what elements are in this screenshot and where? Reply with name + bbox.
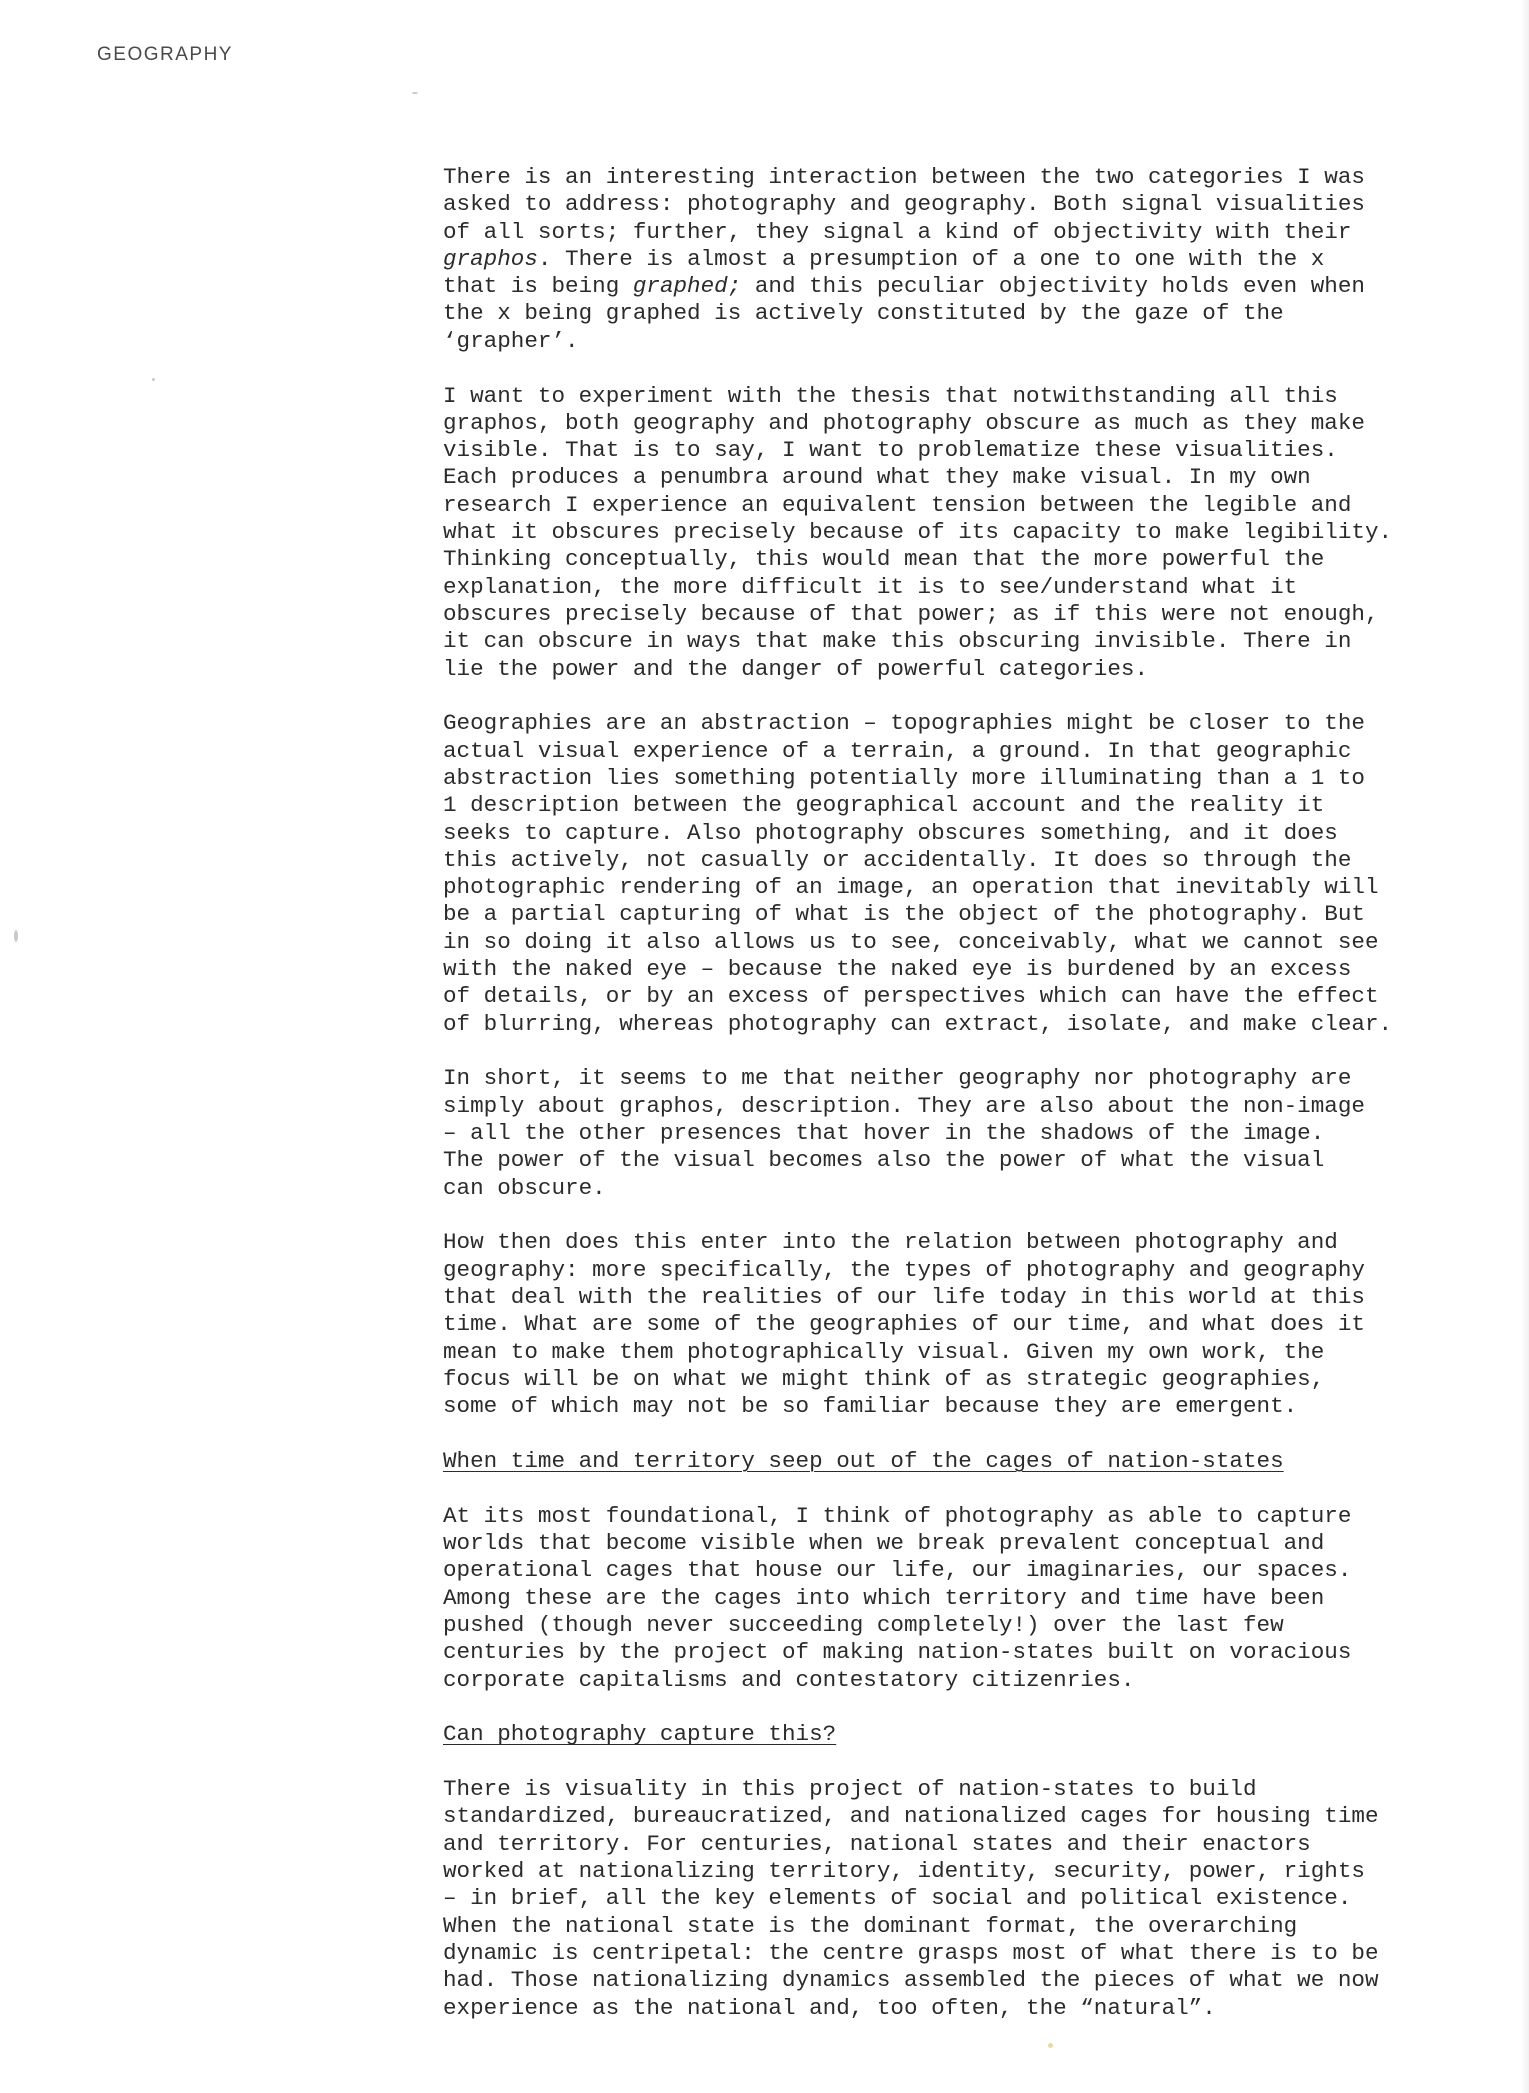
- text-line: geography: more specifically, the types of photography and geography: [443, 1256, 1365, 1283]
- text-line: worked at nationalizing territory, identity, security, power, rights: [443, 1858, 1365, 1885]
- text-line: it can obscure in ways that make this obscuring invisible. There in: [443, 628, 1352, 655]
- text-line: Among these are the cages into which territory and time have been: [443, 1584, 1325, 1611]
- text-line: that is being graphed; and this peculiar objectivity holds even when: [443, 273, 1365, 300]
- text-line: explanation, the more difficult it is to see/understand what it: [443, 573, 1298, 600]
- text-line: There is visuality in this project of nation-states to build: [443, 1776, 1257, 1803]
- text-line: focus will be on what we might think of as strategic geographies,: [443, 1365, 1325, 1392]
- text-line: simply about graphos, description. They are also about the non-image: [443, 1092, 1365, 1119]
- text-line: experience as the national and, too often, the “natural”.: [443, 1994, 1216, 2021]
- text-line: of blurring, whereas photography can extract, isolate, and make clear.: [443, 1010, 1393, 1037]
- text-line: the x being graphed is actively constituted by the gaze of the: [443, 300, 1284, 327]
- text-line: dynamic is centripetal: the centre grasps most of what there is to be: [443, 1939, 1379, 1966]
- text-line: ‘grapher’.: [443, 327, 579, 354]
- text-line: this actively, not casually or accidentally. It does so through the: [443, 846, 1352, 873]
- text-line: At its most foundational, I think of photography as able to capture: [443, 1502, 1352, 1529]
- text-line: can obscure.: [443, 1174, 606, 1201]
- running-head: GEOGRAPHY: [97, 44, 233, 65]
- text-line: of details, or by an excess of perspectives which can have the effect: [443, 983, 1379, 1010]
- text-line: photographic rendering of an image, an operation that inevitably will: [443, 874, 1379, 901]
- paragraph: [443, 710, 1443, 1038]
- text-line: There is an interesting interaction between the two categories I was: [443, 164, 1365, 190]
- text-line: that deal with the realities of our life today in this world at this: [443, 1283, 1365, 1310]
- text-line: The power of the visual becomes also the power of what the visual: [443, 1147, 1325, 1174]
- text-line: research I experience an equivalent tension between the legible and: [443, 491, 1352, 518]
- paragraph: [443, 383, 1443, 683]
- text-line: seeks to capture. Also photography obscures something, and it does: [443, 819, 1338, 846]
- text-line: visible. That is to say, I want to problematize these visualities.: [443, 437, 1338, 464]
- italic-term: graphos: [443, 245, 538, 272]
- text-line: mean to make them photographically visual. Given my own work, the: [443, 1338, 1325, 1365]
- text-line: in so doing it also allows us to see, conceivably, what we cannot see: [443, 928, 1379, 955]
- paragraph: [443, 1503, 1443, 1694]
- paper-speck: [152, 378, 155, 381]
- text-line: operational cages that house our life, our imaginaries, our spaces.: [443, 1557, 1352, 1584]
- text-line: and territory. For centuries, national states and their enactors: [443, 1830, 1311, 1857]
- text-line: When the national state is the dominant format, the overarching: [443, 1912, 1298, 1939]
- text-line: standardized, bureaucratized, and nationalized cages for housing time: [443, 1803, 1379, 1830]
- body-text: [443, 164, 1443, 2049]
- text-line: abstraction lies something potentially more illuminating than a 1 to: [443, 764, 1365, 791]
- text-line: of all sorts; further, they signal a kind of objectivity with their: [443, 218, 1352, 245]
- text-line: be a partial capturing of what is the object of the photography. But: [443, 901, 1365, 928]
- text-line: with the naked eye – because the naked eye is burdened by an excess: [443, 956, 1352, 983]
- paragraph: [443, 164, 1443, 355]
- text-line: lie the power and the danger of powerful categories.: [443, 655, 1149, 682]
- text-line: obscures precisely because of that power; as if this were not enough,: [443, 600, 1379, 627]
- text-line: asked to address: photography and geography. Both signal visualities: [443, 191, 1365, 218]
- paragraph: [443, 1229, 1443, 1420]
- text-line: worlds that become visible when we break prevalent conceptual and: [443, 1530, 1325, 1557]
- text-line: pushed (though never succeeding completely!) over the last few: [443, 1611, 1284, 1638]
- paragraph: [443, 1065, 1443, 1201]
- text-line: I want to experiment with the thesis that notwithstanding all this: [443, 382, 1338, 409]
- text-line: Geographies are an abstraction – topographies might be closer to the: [443, 710, 1365, 737]
- text-line: time. What are some of the geographies of our time, and what does it: [443, 1311, 1365, 1338]
- text-line: 1 description between the geographical account and the reality it: [443, 792, 1325, 819]
- text-line: centuries by the project of making nation-states built on voracious: [443, 1639, 1352, 1666]
- paper-speck: [1048, 2043, 1053, 2048]
- paper-speck: [412, 92, 418, 94]
- paragraph: [443, 1776, 1443, 2022]
- text-line: what it obscures precisely because of its capacity to make legibility.: [443, 519, 1393, 546]
- paper-speck: [14, 930, 18, 942]
- text-line: How then does this enter into the relation between photography and: [443, 1229, 1338, 1256]
- text-line: graphos, both geography and photography obscure as much as they make: [443, 409, 1365, 436]
- text-line: In short, it seems to me that neither geography nor photography are: [443, 1065, 1352, 1092]
- text-line: some of which may not be so familiar because they are emergent.: [443, 1393, 1298, 1420]
- text-line: had. Those nationalizing dynamics assembled the pieces of what we now: [443, 1967, 1379, 1994]
- text-line: Thinking conceptually, this would mean that the more powerful the: [443, 546, 1325, 573]
- section-heading: When time and territory seep out of the cages of nation-states: [443, 1447, 1284, 1474]
- italic-term: graphed;: [632, 273, 742, 300]
- section-heading: Can photography capture this?: [443, 1721, 837, 1748]
- text-line: corporate capitalisms and contestatory citizenries.: [443, 1666, 1135, 1693]
- text-line: Each produces a penumbra around what they make visual. In my own: [443, 464, 1311, 491]
- text-line: graphos. There is almost a presumption of a one to one with the x: [443, 245, 1325, 272]
- text-line: – all the other presences that hover in the shadows of the image.: [443, 1120, 1325, 1146]
- page-edge: [1521, 0, 1529, 2093]
- text-line: actual visual experience of a terrain, a ground. In that geographic: [443, 737, 1352, 764]
- text-line: – in brief, all the key elements of social and political existence.: [443, 1885, 1352, 1912]
